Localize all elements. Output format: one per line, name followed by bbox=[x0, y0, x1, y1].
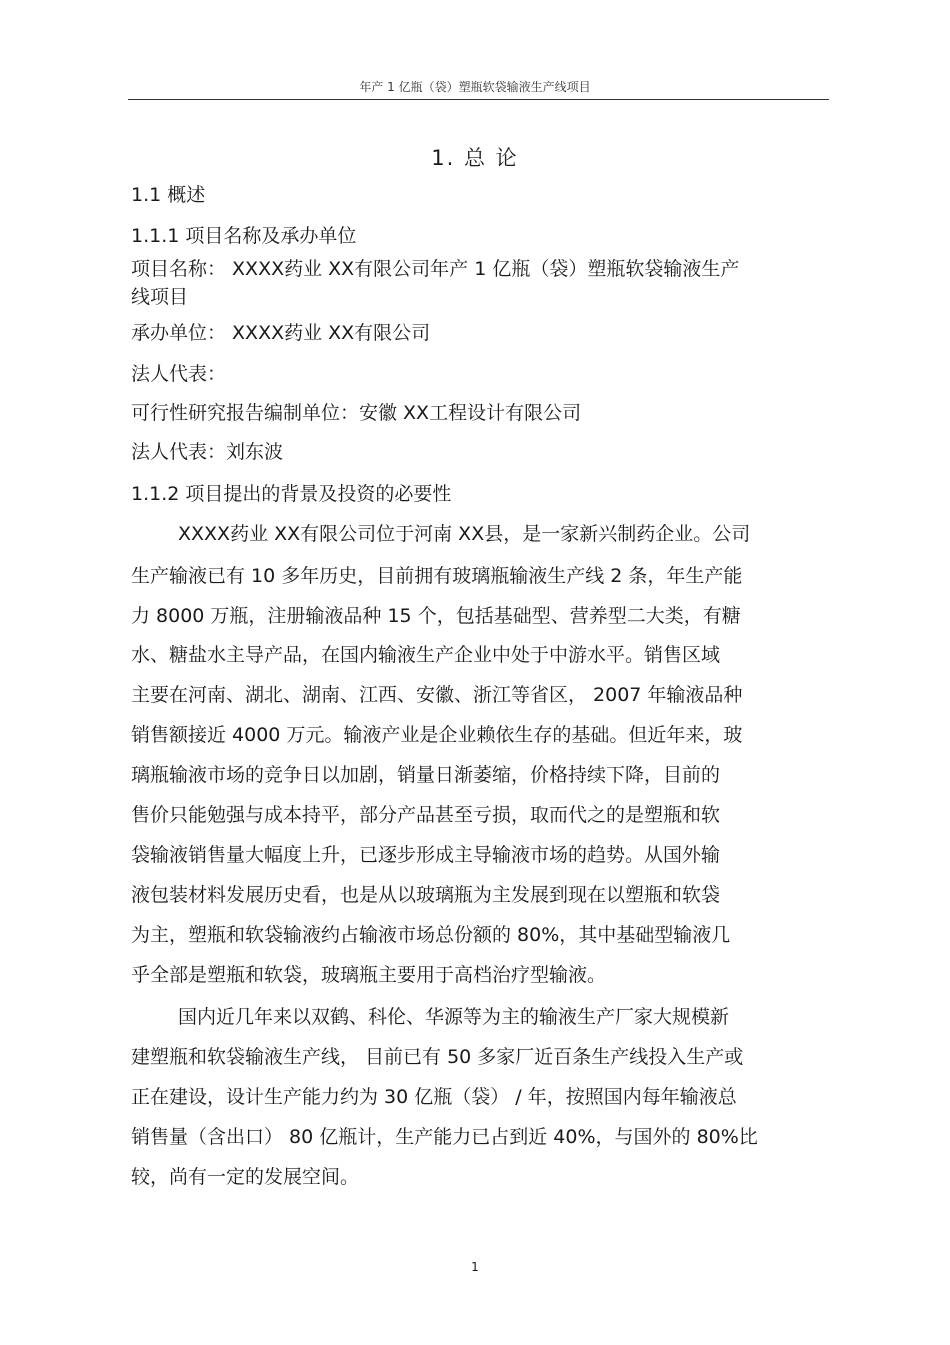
paragraph-1-line: 液包装材料发展历史看，也是从以玻璃瓶为主发展到现在以塑瓶和软袋 bbox=[131, 884, 721, 906]
paragraph-2-line: 较，尚有一定的发展空间。 bbox=[131, 1166, 360, 1188]
legal-rep-line-2: 法人代表：刘东波 bbox=[131, 441, 284, 463]
paragraph-1-line: 乎全部是塑瓶和软袋，玻璃瓶主要用于高档治疗型输液。 bbox=[131, 964, 607, 986]
paragraph-1-line: 力 8000 万瓶，注册输液品种 15 个，包括基础型、营养型二大类，有糖 bbox=[131, 605, 741, 627]
paragraph-1-line: 销售额接近 4000 万元。输液产业是企业赖依生存的基础。但近年来，玻 bbox=[131, 724, 743, 746]
header-rule bbox=[128, 99, 829, 100]
paragraph-1-line: XXXX药业 XX有限公司位于河南 XX县，是一家新兴制药企业。公司 bbox=[178, 523, 751, 545]
paragraph-2-line: 国内近几年来以双鹤、科伦、华源等为主的输液生产厂家大规模新 bbox=[178, 1006, 730, 1028]
paragraph-1-line: 璃瓶输液市场的竞争日以加剧，销量日渐萎缩，价格持续下降，目前的 bbox=[131, 764, 721, 786]
chapter-title: 1. 总 论 bbox=[431, 146, 519, 170]
section-heading-1-1: 1.1 概述 bbox=[131, 184, 206, 206]
section-heading-1-1-2: 1.1.2 项目提出的背景及投资的必要性 bbox=[131, 483, 452, 505]
paragraph-1-line: 售价只能勉强与成本持平，部分产品甚至亏损，取而代之的是塑瓶和软 bbox=[131, 804, 721, 826]
paragraph-2-line: 建塑瓶和软袋输液生产线， 目前已有 50 多家厂近百条生产线投入生产或 bbox=[131, 1046, 744, 1068]
page-number: 1 bbox=[471, 1260, 479, 1274]
organizer-line: 承办单位： XXXX药业 XX有限公司 bbox=[131, 322, 431, 344]
paragraph-1-line: 主要在河南、湖北、湖南、江西、安徽、浙江等省区， 2007 年输液品种 bbox=[131, 684, 743, 706]
paragraph-1-line: 袋输液销售量大幅度上升，已逐步形成主导输液市场的趋势。从国外输 bbox=[131, 844, 721, 866]
paragraph-2-line: 销售量（含出口） 80 亿瓶计，生产能力已占到近 40%，与国外的 80%比 bbox=[131, 1126, 758, 1148]
section-heading-1-1-1: 1.1.1 项目名称及承办单位 bbox=[131, 225, 357, 247]
paragraph-1-line: 为主，塑瓶和软袋输液约占输液市场总份额的 80%，其中基础型输液几 bbox=[131, 924, 731, 946]
project-name-line-2: 线项目 bbox=[131, 286, 189, 308]
project-name-line-1: 项目名称： XXXX药业 XX有限公司年产 1 亿瓶（袋）塑瓶软袋输液生产 bbox=[131, 258, 740, 280]
legal-rep-line-1: 法人代表： bbox=[131, 363, 227, 385]
running-header: 年产 1 亿瓶（袋）塑瓶软袋输液生产线项目 bbox=[359, 80, 591, 94]
paragraph-2-line: 正在建设，设计生产能力约为 30 亿瓶（袋） / 年，按照国内每年输液总 bbox=[131, 1086, 737, 1108]
report-unit-line: 可行性研究报告编制单位：安徽 XX工程设计有限公司 bbox=[131, 402, 582, 424]
paragraph-1-line: 水、糖盐水主导产品，在国内输液生产企业中处于中游水平。销售区域 bbox=[131, 644, 721, 666]
paragraph-1-line: 生产输液已有 10 多年历史，目前拥有玻璃瓶输液生产线 2 条，年生产能 bbox=[131, 565, 743, 587]
